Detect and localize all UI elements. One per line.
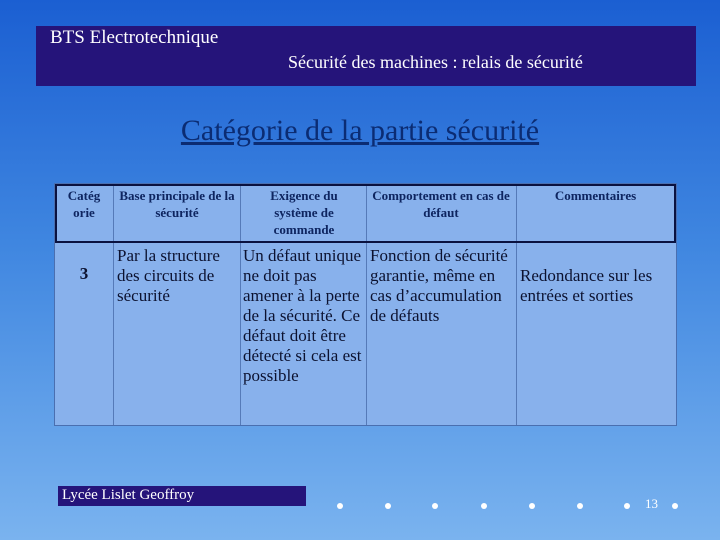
header-cell-category: Catég orie [67,188,101,220]
school-title: BTS Electrotechnique [50,27,219,48]
decorative-dot [529,503,535,509]
decorative-dot [672,503,678,509]
header-cell-basis: Base principale de la sécurité [119,188,235,220]
decorative-dot [385,503,391,509]
decorative-dot [577,503,583,509]
category-table [54,183,677,426]
slide-subject: Sécurité des machines : relais de sécurité [288,52,583,72]
decorative-dot [481,503,487,509]
page-number: 13 [645,496,658,511]
header-cell-behaviour: Comportement en cas de défaut [372,188,510,220]
cell-category: 3 [79,264,89,283]
footer-school: Lycée Lislet Geoffroy [62,487,195,503]
slide-title: Catégorie de la partie sécurité [180,114,540,147]
cell-requirement: Un défaut unique ne doit pas amener à la perte de la sécurité. Ce défaut doit être détecté si cela est possible [243,246,362,385]
decorative-dot [337,503,343,509]
header-cell-comments: Commentaires [554,188,637,203]
decorative-dot [432,503,438,509]
cell-comments: Redondance sur les entrées et sorties [520,266,653,305]
cell-behaviour: Fonction de sécurité garantie, même en cas d’accumulation de défauts [370,246,508,325]
header-cell-requirement: Exigence du système de commande [270,188,338,237]
cell-basis: Par la structure des circuits de sécurité [117,246,220,305]
decorative-dot [624,503,630,509]
